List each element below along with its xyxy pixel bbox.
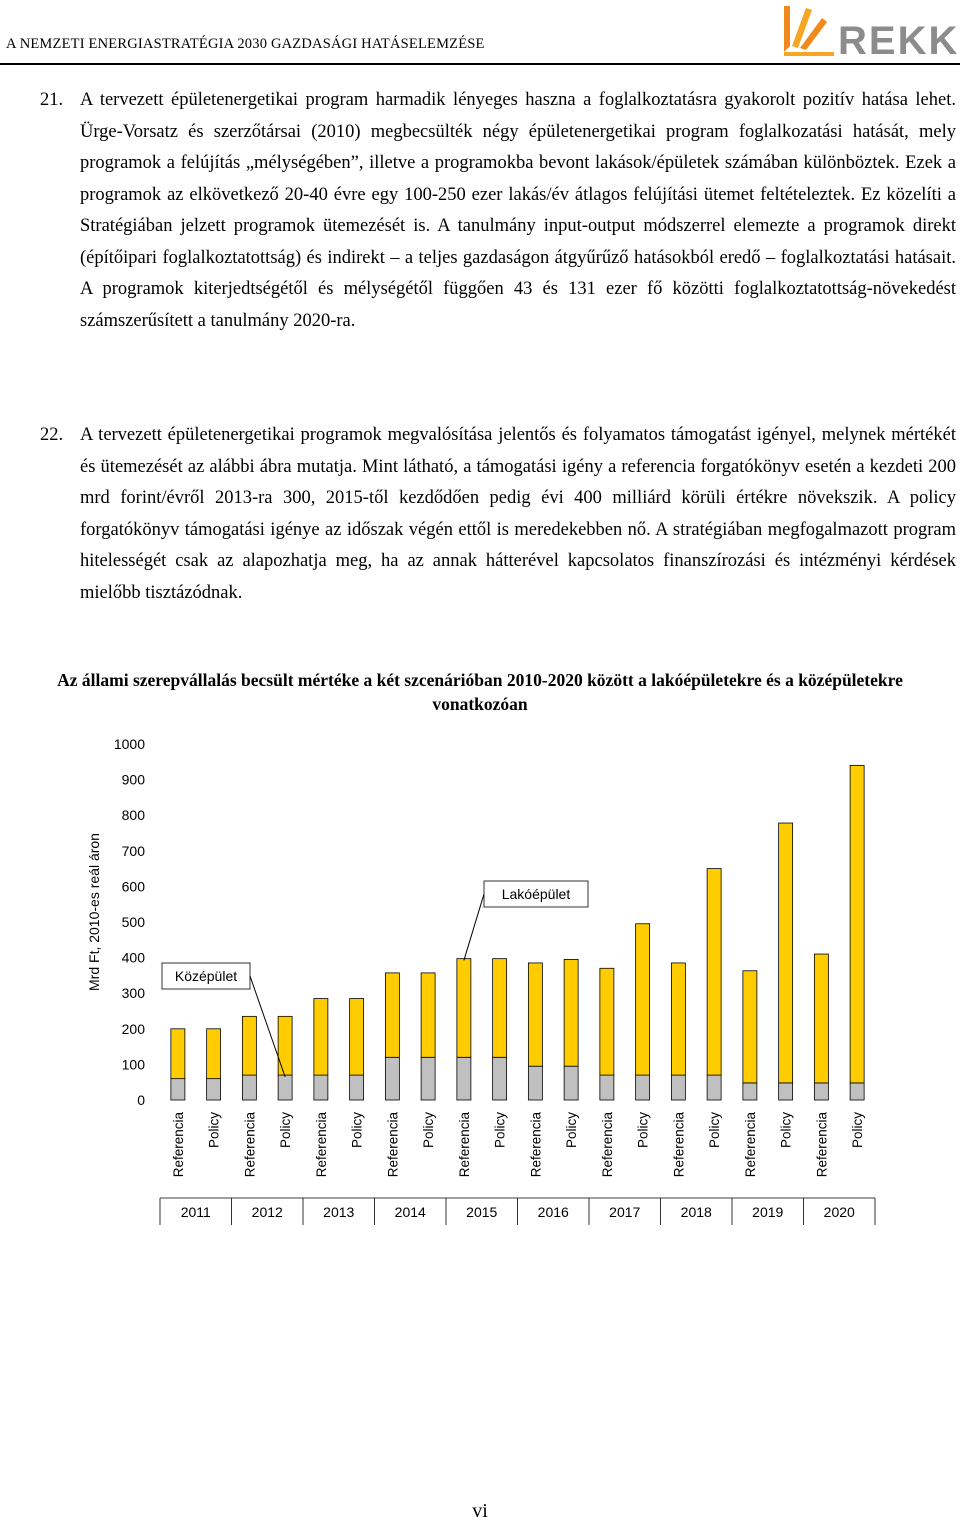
x-tick-label: Policy: [850, 1112, 866, 1149]
y-tick-label: 600: [121, 878, 145, 895]
bar-lakoepulet: [171, 1029, 185, 1079]
bar-lakoepulet: [385, 973, 399, 1057]
bar-lakoepulet: [814, 954, 828, 1083]
bar-kozepulet: [314, 1075, 328, 1100]
y-tick-label: 0: [137, 1092, 145, 1108]
year-label: 2018: [680, 1204, 712, 1220]
y-tick-label: 500: [121, 914, 145, 930]
year-label: 2015: [466, 1204, 498, 1220]
bar-kozepulet: [493, 1057, 507, 1100]
stacked-bar-chart: [0, 720, 960, 1240]
bar-lakoepulet: [278, 1016, 292, 1075]
x-tick-label: Policy: [278, 1112, 294, 1149]
bar-lakoepulet: [242, 1016, 256, 1075]
x-tick-label: Policy: [707, 1112, 723, 1149]
bar-kozepulet: [564, 1066, 578, 1100]
bar-lakoepulet: [207, 1029, 221, 1079]
svg-text:REKK: REKK: [838, 19, 960, 58]
bar-kozepulet: [743, 1083, 757, 1100]
bar-lakoepulet: [350, 999, 364, 1076]
bar-kozepulet: [278, 1075, 292, 1100]
x-tick-label: Referencia: [528, 1112, 544, 1178]
bar-lakoepulet: [493, 959, 507, 1058]
bar-lakoepulet: [850, 765, 864, 1083]
paragraph-text: A tervezett épületenergetikai program harmadik lényeges haszna a foglalkoztatásra gyakorolt pozitív hatása lehet. Ürge-Vorsatz és szerzőtársai (2010) megbecsülték négy épületenergetikai program foglalkozatási hatását, mely programok a felújítás „mélységében”, illetve a programokba bevont lakások/épületek számában különböztek. Ezek a programok az elkövetkező 20-40 évre egy 100-250 ezer lakás/év átlagos felújítási ütemet feltételeztek. Ez közelíti a Stratégiában jelzett programok ütemezését is. A tanulmány input-output módszerrel elemezte a programok direkt (építőipari foglalkoztatottság) és indirekt – a teljes gazdaságon átgyűrűző hatásokból eredő – foglalkoztatási hatásait. A programok kiterjedtségétől és mélységétől függően 43 és 131 ezer fő közötti foglalkoztatottság-növekedést számszerűsített a tanulmány 2020-ra.: [80, 90, 956, 331]
bar-kozepulet: [636, 1075, 650, 1100]
year-label: 2014: [394, 1204, 426, 1220]
bar-kozepulet: [528, 1066, 542, 1100]
annotation-pointer-lakoepulet: [464, 894, 484, 960]
x-tick-label: Policy: [492, 1112, 508, 1149]
page-header: [0, 0, 960, 64]
bar-lakoepulet: [779, 823, 793, 1083]
bar-lakoepulet: [457, 959, 471, 1058]
header-title: A NEMZETI ENERGIASTRATÉGIA 2030 GAZDASÁGI HATÁSELEMZÉSE: [6, 36, 485, 52]
year-label: 2013: [323, 1204, 355, 1220]
bar-kozepulet: [242, 1075, 256, 1100]
paragraph-22: [40, 420, 956, 609]
x-tick-label: Policy: [564, 1112, 580, 1149]
y-tick-label: 900: [121, 771, 145, 788]
bar-lakoepulet: [564, 959, 578, 1066]
bar-kozepulet: [421, 1057, 435, 1100]
bar-kozepulet: [600, 1075, 614, 1100]
bar-kozepulet: [171, 1079, 185, 1100]
bar-kozepulet: [814, 1083, 828, 1100]
x-tick-label: Policy: [349, 1112, 365, 1149]
bar-lakoepulet: [528, 963, 542, 1066]
bar-lakoepulet: [421, 973, 435, 1057]
x-tick-label: Referencia: [742, 1112, 758, 1178]
bar-kozepulet: [671, 1075, 685, 1100]
header-divider: [0, 63, 960, 65]
bar-lakoepulet: [600, 968, 614, 1075]
x-tick-label: Referencia: [313, 1112, 329, 1178]
bar-lakoepulet: [314, 999, 328, 1076]
y-tick-label: 800: [121, 807, 145, 824]
paragraph-text: A tervezett épületenergetikai programok megvalósítása jelentős és folyamatos támogatást igényel, melynek mértékét és ütemezését az alábbi ábra mutatja. Mint látható, a támogatási igény a referencia forgatókönyv esetén a kezdeti 200 mrd forint/évről 2013-ra 300, 2015-től kezdődően pedig évi 400 milliárd körüli értékre növekszik. A policy forgatókönyv támogatási igénye az időszak végén ettől is meredekebben nő. A stratégiában megfogalmazott program hitelességét csak az alapozhatja meg, ha az annak hátterével kapcsolatos finanszírozási és intézményi kérdések mielőbb tisztázódnak.: [80, 425, 956, 603]
year-label: 2017: [609, 1204, 641, 1220]
x-tick-label: Referencia: [385, 1112, 401, 1178]
chart-title: Az állami szerepvállalás becsült mértéke a két szcenárióban 2010-2020 között a lakóépületekre és a középületekre vonatkozóan: [57, 670, 903, 714]
annotation-kozepulet: Középület: [174, 968, 238, 984]
bar-lakoepulet: [671, 963, 685, 1075]
x-tick-label: Policy: [635, 1112, 651, 1149]
bar-kozepulet: [350, 1075, 364, 1100]
x-tick-label: Referencia: [242, 1112, 258, 1178]
x-tick-label: Referencia: [170, 1112, 186, 1178]
x-tick-label: Referencia: [671, 1112, 687, 1178]
y-tick-label: 700: [121, 842, 145, 859]
y-axis-label: Mrd Ft, 2010-es reál áron: [86, 833, 102, 991]
bar-lakoepulet: [707, 869, 721, 1075]
bar-kozepulet: [207, 1079, 221, 1100]
bar-kozepulet: [779, 1083, 793, 1100]
bar-lakoepulet: [743, 971, 757, 1083]
annotation-lakoepulet: Lakóépület: [501, 886, 571, 902]
bar-kozepulet: [850, 1083, 864, 1100]
x-tick-label: Referencia: [456, 1112, 472, 1178]
logo-mark-icon: [784, 6, 834, 56]
bar-kozepulet: [457, 1057, 471, 1100]
year-label: 2016: [537, 1204, 569, 1220]
paragraph-number: 22.: [40, 425, 64, 445]
x-tick-label: Referencia: [814, 1112, 830, 1178]
y-tick-label: 300: [121, 985, 145, 1002]
paragraph-number: 21.: [40, 90, 64, 110]
y-tick-label: 400: [121, 949, 145, 966]
year-label: 2012: [251, 1204, 283, 1220]
year-label: 2011: [180, 1204, 211, 1220]
bar-kozepulet: [707, 1075, 721, 1100]
page-number: vi: [472, 1500, 488, 1522]
x-tick-label: Policy: [206, 1112, 222, 1149]
x-tick-label: Referencia: [599, 1112, 615, 1178]
x-tick-label: Policy: [778, 1112, 794, 1149]
year-label: 2020: [823, 1204, 855, 1220]
y-tick-label: 1000: [113, 736, 145, 752]
bar-kozepulet: [385, 1057, 399, 1100]
bar-lakoepulet: [636, 924, 650, 1075]
year-label: 2019: [752, 1204, 784, 1220]
paragraph-21: [40, 85, 956, 337]
rekk-logo: [776, 2, 960, 58]
y-tick-label: 100: [121, 1056, 145, 1073]
y-tick-label: 200: [121, 1020, 145, 1037]
x-tick-label: Policy: [421, 1112, 437, 1149]
